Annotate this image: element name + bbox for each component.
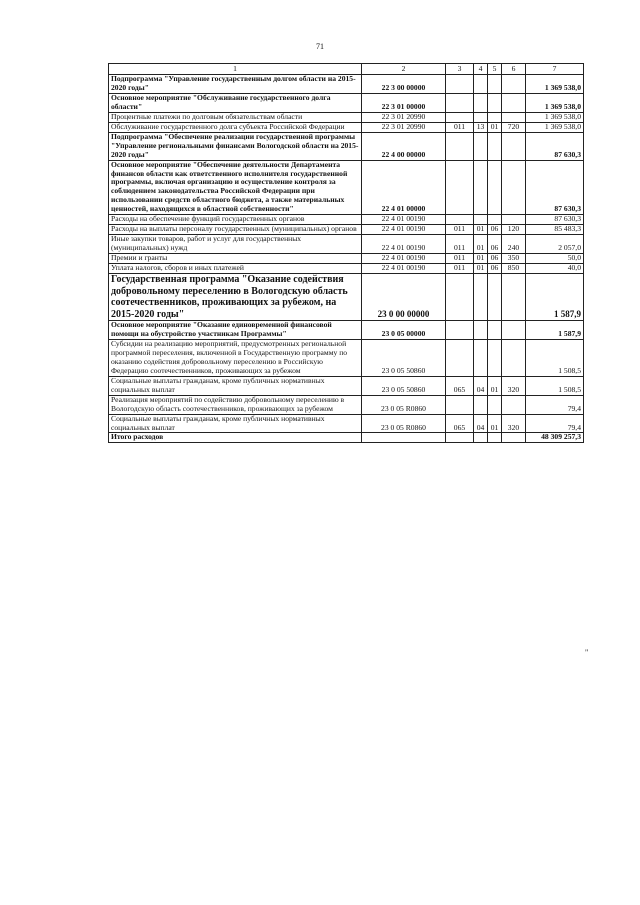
table-row <box>109 93 584 112</box>
table-row <box>109 264 584 274</box>
cell-name: Подпрограмма "Управление государственным долгом области на 2015-2020 годы" <box>109 75 362 94</box>
cell-c5 <box>488 75 502 94</box>
cell-sum: 2 057,0 <box>526 235 584 254</box>
closing-quote: " <box>585 648 589 657</box>
cell-c6 <box>502 274 526 321</box>
header-col-4: 4 <box>474 64 488 75</box>
table-row <box>109 376 584 395</box>
cell-code: 22 4 01 00190 <box>362 215 446 225</box>
cell-c6: 120 <box>502 225 526 235</box>
table-row <box>109 254 584 264</box>
cell-c6: 720 <box>502 122 526 132</box>
cell-c5 <box>488 160 502 215</box>
cell-c4 <box>474 395 488 414</box>
cell-c3 <box>446 433 474 443</box>
budget-table <box>108 63 584 443</box>
cell-c3 <box>446 75 474 94</box>
table-row <box>109 160 584 215</box>
cell-c4: 04 <box>474 376 488 395</box>
cell-name: Социальные выплаты гражданам, кроме публичных нормативных социальных выплат <box>109 414 362 433</box>
cell-code: 22 4 01 00000 <box>362 160 446 215</box>
table-body <box>109 75 584 443</box>
cell-c3: 011 <box>446 122 474 132</box>
cell-sum: 87 630,3 <box>526 132 584 160</box>
cell-c4: 13 <box>474 122 488 132</box>
table-row <box>109 122 584 132</box>
cell-c3 <box>446 160 474 215</box>
table-row <box>109 414 584 433</box>
cell-c4: 04 <box>474 414 488 433</box>
cell-sum: 1 587,9 <box>526 274 584 321</box>
cell-code: 22 3 00 00000 <box>362 75 446 94</box>
cell-sum: 1 369 538,0 <box>526 75 584 94</box>
cell-c3: 065 <box>446 376 474 395</box>
cell-c5: 01 <box>488 414 502 433</box>
cell-c5: 06 <box>488 225 502 235</box>
cell-code: 22 4 00 00000 <box>362 132 446 160</box>
cell-c5: 01 <box>488 376 502 395</box>
cell-c4 <box>474 132 488 160</box>
cell-code: 22 3 01 00000 <box>362 93 446 112</box>
cell-c5: 06 <box>488 235 502 254</box>
table-row <box>109 132 584 160</box>
cell-c4: 01 <box>474 225 488 235</box>
cell-c4 <box>474 321 488 340</box>
cell-sum: 79,4 <box>526 395 584 414</box>
cell-c4 <box>474 75 488 94</box>
cell-code: 23 0 05 R0860 <box>362 395 446 414</box>
cell-c5 <box>488 321 502 340</box>
cell-name: Основное мероприятие "Обслуживание государственного долга области" <box>109 93 362 112</box>
cell-name: Основное мероприятие "Оказание единовременной финансовой помощи на обустройство участникам Программы" <box>109 321 362 340</box>
table-row <box>109 274 584 321</box>
cell-c6 <box>502 321 526 340</box>
header-row <box>109 64 584 75</box>
header-col-1: 1 <box>109 64 362 75</box>
cell-c3: 011 <box>446 254 474 264</box>
cell-c5 <box>488 132 502 160</box>
cell-c6 <box>502 395 526 414</box>
cell-code: 23 0 05 50860 <box>362 339 446 376</box>
cell-c5: 06 <box>488 264 502 274</box>
cell-c3: 011 <box>446 264 474 274</box>
cell-c5 <box>488 274 502 321</box>
cell-c4 <box>474 433 488 443</box>
cell-sum: 1 508,5 <box>526 376 584 395</box>
cell-code <box>362 433 446 443</box>
cell-c6 <box>502 93 526 112</box>
cell-sum: 1 369 538,0 <box>526 122 584 132</box>
cell-name: Иные закупки товаров, работ и услуг для государственных (муниципальных) нужд <box>109 235 362 254</box>
header-col-2: 2 <box>362 64 446 75</box>
cell-c6: 320 <box>502 414 526 433</box>
cell-name: Основное мероприятие "Обеспечение деятельности Департамента финансов области как ответственного исполнителя государственной программы, включая организацию и осуществление контроля за соблюдением законодательства Российской Федерации при использовании средств областного бюджета, а также материальных ценностей, находящихся в областной собственности" <box>109 160 362 215</box>
cell-code: 23 0 05 50860 <box>362 376 446 395</box>
cell-sum: 1 587,9 <box>526 321 584 340</box>
cell-c5 <box>488 112 502 122</box>
table-row <box>109 339 584 376</box>
cell-c5 <box>488 93 502 112</box>
cell-c5: 01 <box>488 122 502 132</box>
header-col-5: 5 <box>488 64 502 75</box>
cell-c5 <box>488 395 502 414</box>
header-col-6: 6 <box>502 64 526 75</box>
cell-code: 22 4 01 00190 <box>362 264 446 274</box>
table-row <box>109 112 584 122</box>
cell-c4 <box>474 112 488 122</box>
cell-c3 <box>446 395 474 414</box>
cell-c5: 06 <box>488 254 502 264</box>
cell-c4 <box>474 160 488 215</box>
cell-c4 <box>474 339 488 376</box>
cell-c4 <box>474 274 488 321</box>
table-row <box>109 321 584 340</box>
cell-name: Реализация мероприятий по содействию добровольному переселению в Вологодскую область соотечественников, проживающих за рубежом <box>109 395 362 414</box>
cell-name: Государственная программа "Оказание содействия добровольному переселению в Вологодскую область соотечественников, проживающих за рубежом, на 2015-2020 годы" <box>109 274 362 321</box>
cell-c6: 320 <box>502 376 526 395</box>
cell-sum: 85 483,3 <box>526 225 584 235</box>
cell-name: Итого расходов <box>109 433 362 443</box>
cell-name: Расходы на выплаты персоналу государственных (муниципальных) органов <box>109 225 362 235</box>
cell-c6 <box>502 433 526 443</box>
cell-c3 <box>446 274 474 321</box>
cell-sum: 87 630,3 <box>526 160 584 215</box>
cell-c3 <box>446 93 474 112</box>
table-row <box>109 433 584 443</box>
cell-code: 22 3 01 20990 <box>362 122 446 132</box>
cell-code: 22 4 01 00190 <box>362 254 446 264</box>
cell-c3 <box>446 112 474 122</box>
cell-name: Уплата налогов, сборов и иных платежей <box>109 264 362 274</box>
cell-c4: 01 <box>474 254 488 264</box>
table-row <box>109 215 584 225</box>
cell-c4: 01 <box>474 235 488 254</box>
cell-sum: 1 508,5 <box>526 339 584 376</box>
cell-c6 <box>502 339 526 376</box>
header-col-3: 3 <box>446 64 474 75</box>
header-col-7: 7 <box>526 64 584 75</box>
cell-c6 <box>502 215 526 225</box>
cell-c5 <box>488 433 502 443</box>
cell-c5 <box>488 339 502 376</box>
cell-c3 <box>446 339 474 376</box>
cell-c6: 350 <box>502 254 526 264</box>
cell-c6 <box>502 112 526 122</box>
cell-c6: 240 <box>502 235 526 254</box>
table-row <box>109 75 584 94</box>
cell-sum: 48 309 257,3 <box>526 433 584 443</box>
cell-code: 23 0 05 00000 <box>362 321 446 340</box>
cell-c3 <box>446 321 474 340</box>
cell-sum: 40,0 <box>526 264 584 274</box>
cell-c6: 850 <box>502 264 526 274</box>
cell-name: Расходы на обеспечение функций государственных органов <box>109 215 362 225</box>
cell-code: 22 4 01 00190 <box>362 235 446 254</box>
cell-c3 <box>446 215 474 225</box>
table-row <box>109 235 584 254</box>
cell-name: Обслуживание государственного долга субъекта Российской Федерации <box>109 122 362 132</box>
cell-c6 <box>502 75 526 94</box>
cell-c3: 065 <box>446 414 474 433</box>
cell-sum: 79,4 <box>526 414 584 433</box>
cell-c4 <box>474 215 488 225</box>
cell-c3: 011 <box>446 225 474 235</box>
cell-sum: 1 369 538,0 <box>526 93 584 112</box>
page-number: 71 <box>316 42 324 51</box>
cell-c3 <box>446 132 474 160</box>
cell-c5 <box>488 215 502 225</box>
cell-code: 22 4 01 00190 <box>362 225 446 235</box>
cell-code: 22 3 01 20990 <box>362 112 446 122</box>
cell-code: 23 0 05 R0860 <box>362 414 446 433</box>
cell-c6 <box>502 132 526 160</box>
cell-sum: 50,0 <box>526 254 584 264</box>
cell-sum: 1 369 538,0 <box>526 112 584 122</box>
table-row <box>109 395 584 414</box>
cell-sum: 87 630,3 <box>526 215 584 225</box>
cell-name: Процентные платежи по долговым обязательствам области <box>109 112 362 122</box>
cell-name: Социальные выплаты гражданам, кроме публичных нормативных социальных выплат <box>109 376 362 395</box>
cell-c6 <box>502 160 526 215</box>
cell-name: Подпрограмма "Обеспечение реализации государственной программы "Управление региональными финансами Вологодской области на 2015-2020 годы" <box>109 132 362 160</box>
cell-code: 23 0 00 00000 <box>362 274 446 321</box>
cell-c4: 01 <box>474 264 488 274</box>
cell-c3: 011 <box>446 235 474 254</box>
table-row <box>109 225 584 235</box>
cell-name: Субсидии на реализацию мероприятий, предусмотренных региональной программой переселения, включенной в Государственную программу по оказанию содействия добровольному переселению в Российскую Федерацию соотечественников, проживающих за рубежом <box>109 339 362 376</box>
cell-c4 <box>474 93 488 112</box>
cell-name: Премии и гранты <box>109 254 362 264</box>
